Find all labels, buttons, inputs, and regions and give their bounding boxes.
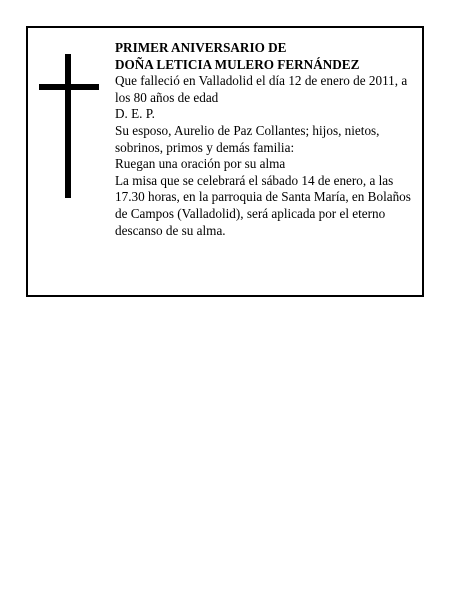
cross-vertical-bar [65, 54, 71, 198]
death-info: Que falleció en Valladolid el día 12 de enero de 2011, a los 80 años de edad [115, 73, 408, 105]
notice-heading-line1: PRIMER ANIVERSARIO DE [115, 40, 287, 55]
cross-horizontal-bar [39, 84, 99, 90]
cross-icon [39, 54, 99, 198]
notice-heading-line2: DOÑA LETICIA MULERO FERNÁNDEZ [115, 56, 360, 72]
prayer-request: Ruegan una oración por su alma [115, 156, 286, 172]
obituary-notice [26, 26, 424, 297]
notice-text [115, 40, 421, 239]
family-text: Su esposo, Aurelio de Paz Collantes; hijos, nietos, sobrinos, primos y demás familia: [115, 122, 380, 155]
rip-text: D. E. P. [115, 106, 155, 122]
mass-info: La misa que se celebrará el sábado 14 de enero, a las 17.30 horas, en la parroquia de Santa María, en Bolaños de Campos (Valladolid), será aplicada por el eterno descanso de su alma. [115, 172, 411, 238]
